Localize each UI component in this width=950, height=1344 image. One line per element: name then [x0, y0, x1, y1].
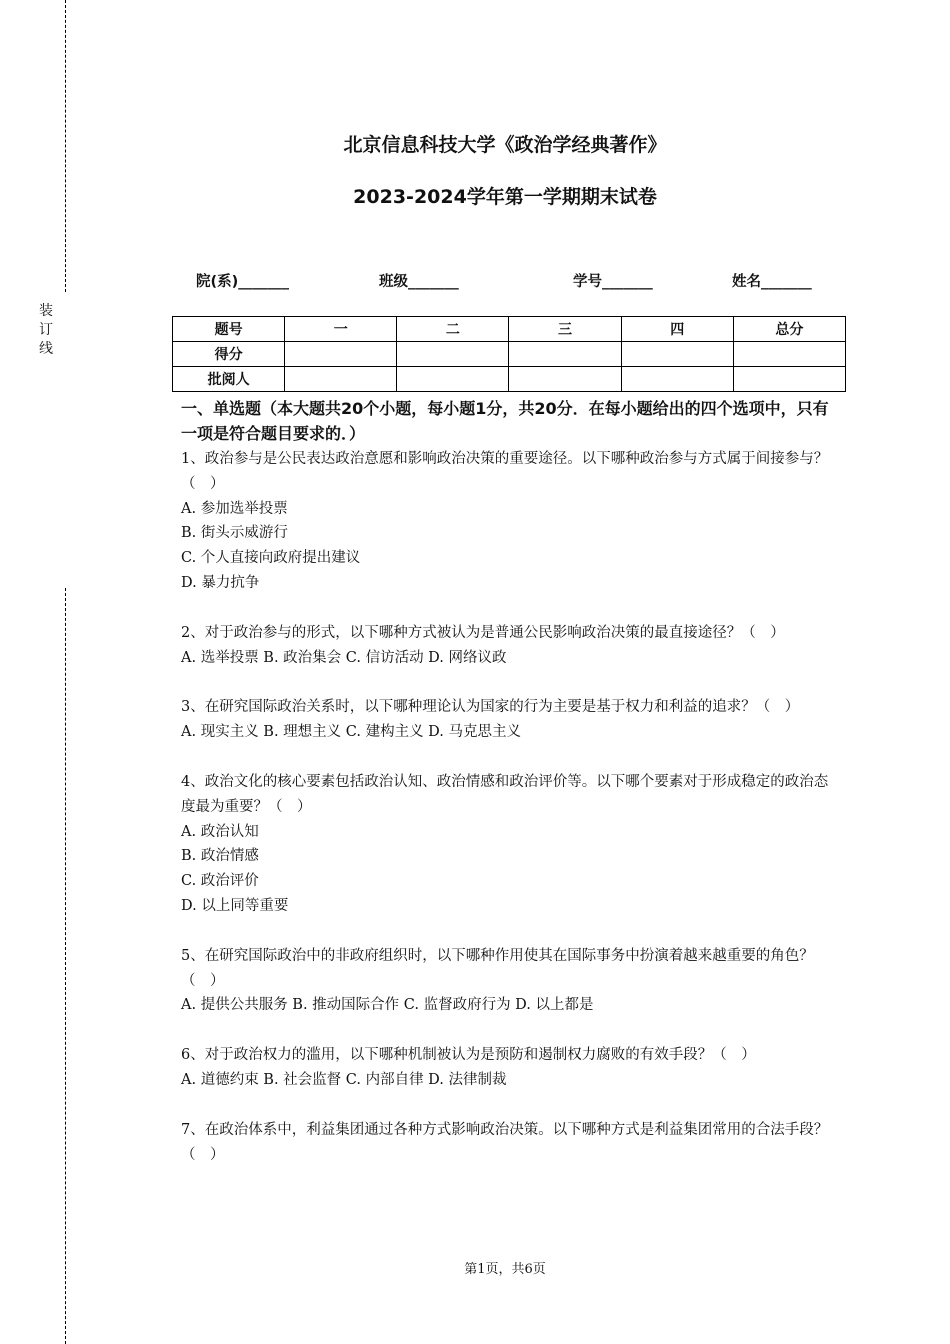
score-table-header-row — [173, 317, 846, 342]
question-options-line: A. 现实主义 B. 理想主义 C. 建构主义 D. 马克思主义 — [181, 724, 522, 741]
question-stem: 6、对于政治权力的滥用，以下哪种机制被认为是预防和遏制权力腐败的有效手段？（ ） — [181, 1047, 756, 1064]
section-heading: 一、单选题（本大题共20个小题，每小题1分，共20分．在每小题给出的四个选项中，只有一项是符合题目要求的．） — [181, 399, 829, 443]
student-info-row — [0, 270, 950, 290]
score-table-header-cell: 三 — [509, 317, 621, 342]
score-table-cell — [621, 342, 733, 367]
score-table-header-cell: 总分 — [733, 317, 845, 342]
exam-subtitle: 2023-2024学年第一学期期末试卷 — [353, 186, 657, 208]
question-options-line: A. 选举投票 B. 政治集会 C. 信访活动 D. 网络议政 — [181, 649, 507, 666]
question-option: C. 个人直接向政府提出建议 — [181, 550, 361, 567]
score-table-cell — [733, 367, 845, 392]
question-stem: 7、在政治体系中，利益集团通过各种方式影响政治决策。以下哪种方式是利益集团常用的合法手段？（ ） — [181, 1121, 829, 1163]
student-id-field: 学号_______ — [573, 274, 653, 290]
question-option: D. 暴力抗争 — [181, 574, 260, 591]
score-table-cell: 批阅人 — [173, 367, 285, 392]
name-field: 姓名_______ — [732, 274, 812, 290]
exam-content — [181, 396, 841, 1167]
score-table-cell — [285, 342, 397, 367]
question-options-line: A. 道德约束 B. 社会监督 C. 内部自律 D. 法律制裁 — [181, 1071, 507, 1088]
question-option: C. 政治评价 — [181, 873, 259, 890]
exam-title: 北京信息科技大学《政治学经典著作》 — [343, 134, 667, 156]
score-table-cell — [397, 367, 509, 392]
question-2 — [181, 621, 841, 671]
score-table-cell — [733, 342, 845, 367]
question-1 — [181, 447, 841, 596]
score-table — [172, 316, 846, 392]
question-option: B. 政治情感 — [181, 848, 259, 865]
binding-label: 装订线 — [39, 303, 53, 357]
score-table-cell — [397, 342, 509, 367]
question-4 — [181, 770, 841, 919]
score-table-header-cell: 四 — [621, 317, 733, 342]
question-stem: 4、政治文化的核心要素包括政治认知、政治情感和政治评价等。以下哪个要素对于形成稳定的政治态度最为重要？（ ） — [181, 773, 829, 815]
question-option: B. 街头示威游行 — [181, 525, 288, 542]
question-option: A. 政治认知 — [181, 823, 259, 840]
question-7 — [181, 1118, 841, 1168]
score-table-cell — [621, 367, 733, 392]
score-table-header-cell: 题号 — [173, 317, 285, 342]
question-option: D. 以上同等重要 — [181, 897, 289, 914]
question-stem: 3、在研究国际政治关系时，以下哪种理论认为国家的行为主要是基于权力和利益的追求？（ ） — [181, 699, 800, 716]
question-stem: 1、政治参与是公民表达政治意愿和影响政治决策的重要途径。以下哪种政治参与方式属于间接参与？（ ） — [181, 451, 829, 492]
score-table-cell — [285, 367, 397, 392]
page-footer: 第1页，共6页 — [464, 1262, 546, 1277]
question-3 — [181, 695, 841, 745]
score-table-cell — [509, 342, 621, 367]
department-field: 院(系)_______ — [196, 274, 290, 290]
score-table-cell — [509, 367, 621, 392]
binding-dashed-line-bottom — [65, 588, 66, 1344]
score-table-row — [173, 342, 846, 367]
question-option: A. 参加选举投票 — [181, 500, 288, 517]
question-options-line: A. 提供公共服务 B. 推动国际合作 C. 监督政府行为 D. 以上都是 — [181, 997, 594, 1014]
score-table-row — [173, 367, 846, 392]
question-6 — [181, 1043, 841, 1093]
question-5 — [181, 944, 841, 1018]
score-table-header-cell: 二 — [397, 317, 509, 342]
question-stem: 5、在研究国际政治中的非政府组织时，以下哪种作用使其在国际事务中扮演着越来越重要的角色？（ ） — [181, 947, 814, 989]
score-table-cell: 得分 — [173, 342, 285, 367]
question-stem: 2、对于政治参与的形式，以下哪种方式被认为是普通公民影响政治决策的最直接途径？（ ） — [181, 624, 785, 641]
class-field: 班级_______ — [379, 274, 459, 290]
score-table-header-cell: 一 — [285, 317, 397, 342]
